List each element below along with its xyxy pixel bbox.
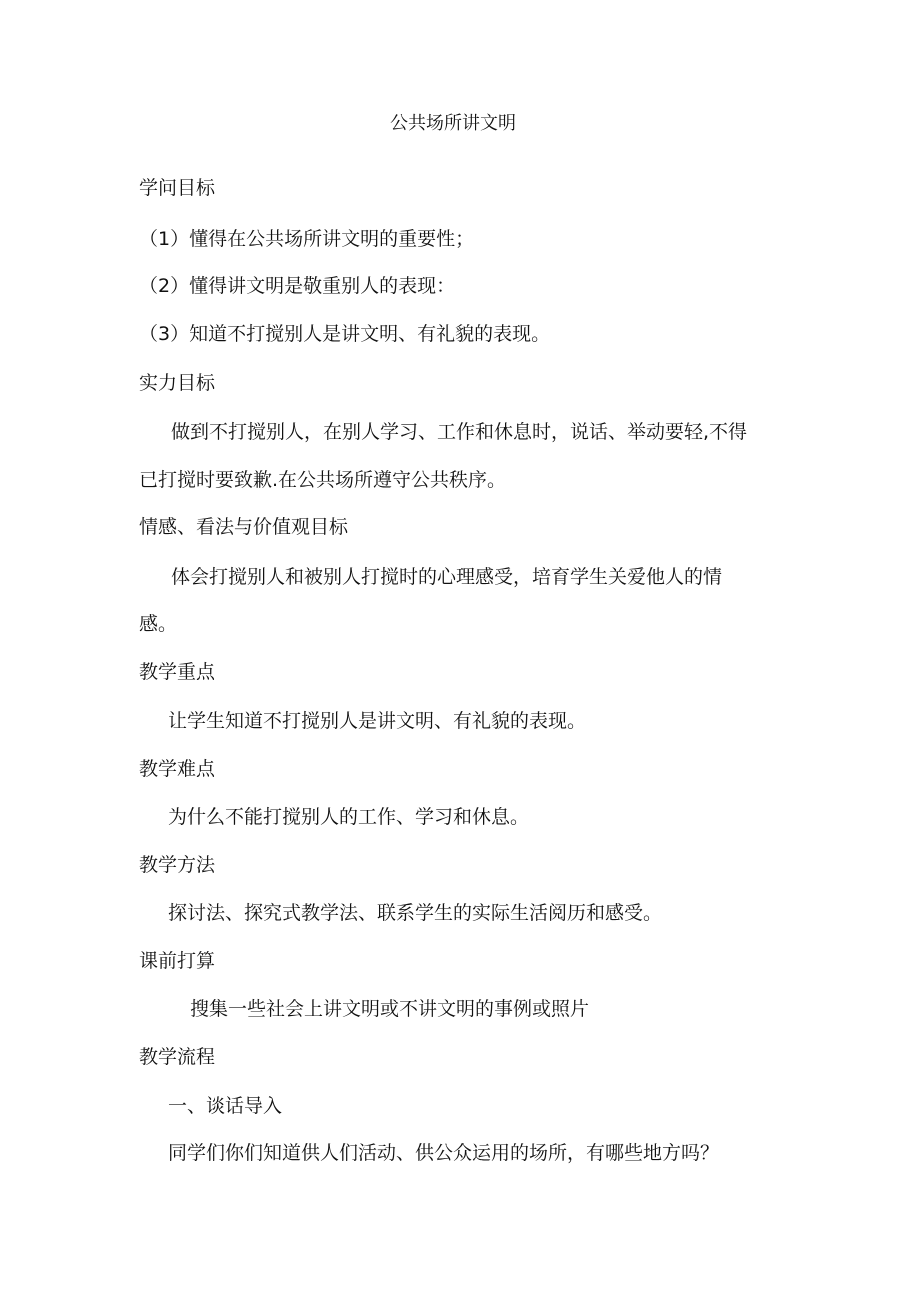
heading-emotion-goals: 情感、看法与价值观目标 <box>139 516 349 538</box>
knowledge-item-2: （2）懂得讲文明是敬重别人的表现： <box>139 275 456 297</box>
heading-key-point: 教学重点 <box>139 661 216 683</box>
key-point-text: 让学生知道不打搅别人是讲文明、有礼貌的表现。 <box>168 710 587 732</box>
emotion-text-line-1: 体会打搅别人和被别人打搅时的心理感受，培育学生关爱他人的情 <box>171 566 723 588</box>
heading-preparation: 课前打算 <box>139 950 216 972</box>
heading-difficulty: 教学难点 <box>139 758 216 780</box>
ability-text-line-1: 做到不打搅别人，在别人学习、工作和休息时，说话、举动要轻,不得 <box>171 421 748 443</box>
process-step-1: 一、谈话导入 <box>168 1095 283 1117</box>
heading-ability-goals: 实力目标 <box>139 372 216 394</box>
preparation-text: 搜集一些社会上讲文明或不讲文明的事例或照片 <box>190 998 590 1020</box>
heading-method: 教学方法 <box>139 854 216 876</box>
heading-knowledge-goals: 学问目标 <box>139 177 216 199</box>
ability-text-line-2: 已打搅时要致歉.在公共场所遵守公共秩序。 <box>139 469 507 491</box>
difficulty-text: 为什么不能打搅别人的工作、学习和休息。 <box>168 806 530 828</box>
method-text: 探讨法、探究式教学法、联系学生的实际生活阅历和感受。 <box>168 902 663 924</box>
heading-process: 教学流程 <box>139 1046 216 1068</box>
knowledge-item-3: （3）知道不打搅别人是讲文明、有礼貌的表现。 <box>139 323 551 345</box>
knowledge-item-1: （1）懂得在公共场所讲文明的重要性； <box>139 228 475 250</box>
process-question: 同学们你们知道供人们活动、供公众运用的场所，有哪些地方吗？ <box>168 1142 720 1164</box>
document-title: 公共场所讲文明 <box>390 113 516 134</box>
emotion-text-line-2: 感。 <box>139 613 178 635</box>
